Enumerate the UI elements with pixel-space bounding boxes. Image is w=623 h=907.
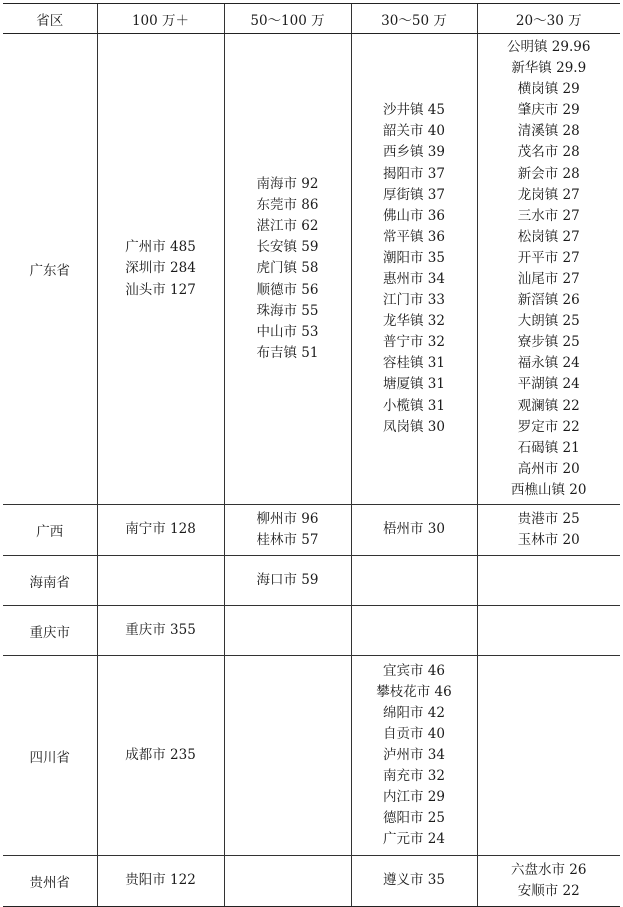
city-entry: 清溪镇 28 [517,123,580,140]
cities-20-30-cell [477,556,620,606]
cities-20-30-cell [477,856,620,907]
city-entry: 贵港市 25 [517,510,580,527]
city-entry: 普宁市 32 [383,334,445,351]
city-entry: 大朗镇 25 [517,313,580,330]
table-row [3,656,620,856]
cities-20-30-cell [477,656,620,856]
cities-50-100-cell [224,606,351,656]
province-cell: 贵州省 [3,856,97,907]
city-entry: 中山市 53 [256,323,319,340]
city-entry: 成都市 235 [125,746,196,763]
city-entry: 贵阳市 122 [125,872,196,889]
cities-20-30-cell [477,606,620,656]
city-entry: 沙井镇 45 [383,102,445,119]
city-entry: 汕头市 127 [125,281,196,298]
city-entry: 攀枝花市 46 [376,683,452,700]
city-entry: 西乡镇 39 [383,144,445,161]
city-entry: 新滘镇 26 [517,292,580,309]
table-row [3,556,620,606]
cities-50-100-cell [224,505,351,556]
city-entry: 德阳市 25 [383,810,445,827]
city-entry: 深圳市 284 [125,260,196,277]
city-entry: 内江市 29 [383,789,445,806]
city-entry: 安顺市 22 [517,883,580,899]
city-entry: 茂名市 28 [517,144,580,161]
cities-30-50-cell [351,656,477,856]
city-entry: 湛江市 62 [256,218,319,235]
city-entry: 厚街镇 37 [383,186,445,203]
city-entry: 横岗镇 29 [517,81,580,98]
city-entry: 揭阳市 37 [383,165,445,182]
cities-over-100-cell [97,556,224,606]
city-entry: 潮阳市 35 [383,249,445,266]
city-entry: 龙岗镇 27 [517,186,580,203]
city-population-table [3,3,620,907]
city-entry: 新华镇 29.9 [511,60,587,77]
city-entry: 绵阳市 42 [383,704,445,721]
city-entry: 泸州市 34 [383,746,445,763]
city-entry: 松岗镇 27 [517,228,580,245]
city-entry: 东莞市 86 [256,197,319,214]
city-entry: 南宁市 128 [125,521,196,538]
city-entry: 广元市 24 [383,831,445,848]
city-entry: 罗定市 22 [517,418,580,435]
cities-over-100-cell [97,606,224,656]
city-entry: 塘厦镇 31 [383,376,445,393]
cities-50-100-cell [224,656,351,856]
city-entry: 海口市 59 [256,571,319,588]
header-30-50: 30～50 万 [351,4,477,34]
province-cell: 广西 [3,505,97,556]
city-entry: 小榄镇 31 [383,397,445,414]
city-entry: 高州市 20 [517,460,580,477]
cities-20-30-cell [477,34,620,505]
city-entry: 布吉镇 51 [256,344,319,361]
table-row [3,856,620,907]
cities-30-50-cell [351,856,477,907]
city-entry: 遵义市 35 [383,872,445,889]
city-entry: 南充市 32 [383,768,445,785]
city-entry: 玉林市 20 [517,532,580,548]
city-entry: 平湖镇 24 [517,376,580,393]
city-entry: 柳州市 96 [256,510,319,527]
city-entry: 开平市 27 [517,249,580,266]
cities-30-50-cell [351,34,477,505]
city-entry: 肇庆市 29 [517,102,580,119]
city-entry: 梧州市 30 [383,521,445,538]
province-cell: 重庆市 [3,606,97,656]
city-entry: 宜宾市 46 [383,662,445,679]
city-entry: 虎门镇 58 [256,260,319,277]
city-entry: 自贡市 40 [383,725,445,742]
province-cell: 海南省 [3,556,97,606]
city-entry: 凤岗镇 30 [383,418,445,435]
city-entry: 公明镇 29.96 [507,38,591,55]
header-50-100: 50～100 万 [224,4,351,34]
city-entry: 石碣镇 21 [517,439,580,456]
city-entry: 寮步镇 25 [517,334,580,351]
cities-over-100-cell [97,34,224,505]
table-row [3,606,620,656]
city-entry: 福永镇 24 [517,355,580,372]
city-entry: 南海市 92 [256,176,319,193]
city-entry: 桂林市 57 [256,532,319,548]
city-entry: 新会市 28 [517,165,580,182]
cities-over-100-cell [97,656,224,856]
header-province: 省区 [3,4,97,34]
city-entry: 重庆市 355 [125,621,196,638]
cities-over-100-cell [97,856,224,907]
city-entry: 珠海市 55 [256,302,319,319]
city-entry: 顺德市 56 [256,281,319,298]
header-over-100: 100 万＋ [97,4,224,34]
cities-30-50-cell [351,606,477,656]
table-row [3,505,620,556]
province-cell: 四川省 [3,656,97,856]
city-entry: 韶关市 40 [383,123,445,140]
province-cell: 广东省 [3,34,97,505]
cities-over-100-cell [97,505,224,556]
cities-50-100-cell [224,34,351,505]
city-entry: 六盘水市 26 [511,861,587,878]
city-entry: 长安镇 59 [256,239,319,256]
header-row [3,4,620,34]
city-entry: 常平镇 36 [383,228,445,245]
city-entry: 龙华镇 32 [383,313,445,330]
city-entry: 惠州市 34 [383,271,445,287]
table-row [3,34,620,505]
city-entry: 汕尾市 27 [517,271,580,287]
city-entry: 西樵山镇 20 [511,481,587,498]
cities-50-100-cell [224,856,351,907]
cities-30-50-cell [351,505,477,556]
city-entry: 江门市 33 [383,292,445,309]
city-entry: 佛山市 36 [383,207,445,224]
city-entry: 观澜镇 22 [517,397,580,414]
city-entry: 容桂镇 31 [383,355,445,372]
city-entry: 三水市 27 [517,207,580,224]
cities-30-50-cell [351,556,477,606]
header-20-30: 20～30 万 [477,4,620,34]
cities-50-100-cell [224,556,351,606]
cities-20-30-cell [477,505,620,556]
city-entry: 广州市 485 [125,239,196,256]
